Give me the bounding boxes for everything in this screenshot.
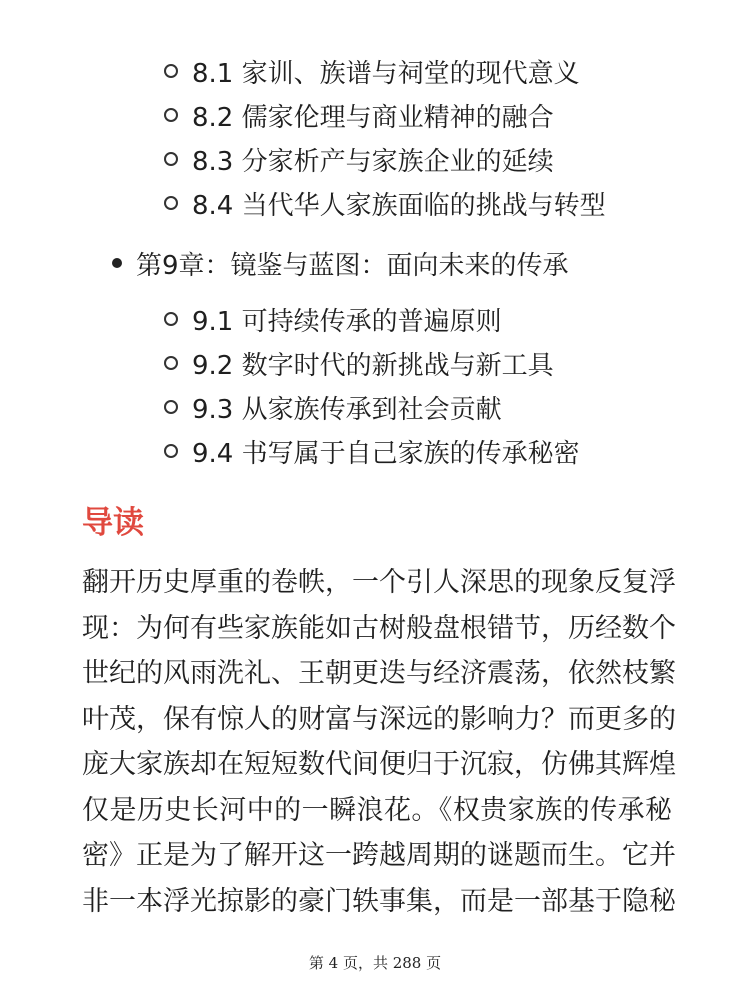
paragraph-line: 叶茂，保有惊人的财富与深远的影响力？而更多的 — [82, 703, 676, 735]
circle-bullet-icon — [164, 312, 178, 326]
toc-item-9-3[interactable] — [164, 387, 502, 427]
toc-item-9-4[interactable] — [164, 431, 580, 471]
toc-item-8-2[interactable] — [164, 95, 554, 135]
circle-bullet-icon — [164, 152, 178, 166]
toc-item-label: 8.2 儒家伦理与商业精神的融合 — [192, 102, 554, 133]
circle-bullet-icon — [164, 108, 178, 122]
toc-item-label: 9.4 书写属于自己家族的传承秘密 — [192, 438, 580, 469]
toc-item-label: 8.1 家训、族谱与祠堂的现代意义 — [192, 58, 580, 89]
circle-bullet-icon — [164, 444, 178, 458]
circle-bullet-icon — [164, 196, 178, 210]
toc-item-9-2[interactable] — [164, 343, 554, 383]
paragraph-line: 世纪的风雨洗礼、王朝更迭与经济震荡，依然枝繁 — [82, 658, 676, 689]
paragraph-line: 庞大家族却在短短数代间便归于沉寂，仿佛其辉煌 — [82, 749, 676, 780]
paragraph-line: 密》正是为了解开这一跨越周期的谜题而生。它并 — [82, 840, 676, 871]
paragraph-line: 仅是历史长河中的一瞬浪花。《权贵家族的传承秘 — [82, 794, 672, 826]
circle-bullet-icon — [164, 64, 178, 78]
chapter-title: 第9章：镜鉴与蓝图：面向未来的传承 — [136, 250, 569, 281]
circle-bullet-icon — [164, 356, 178, 370]
circle-bullet-icon — [164, 400, 178, 414]
toc-item-label: 9.3 从家族传承到社会贡献 — [192, 394, 502, 425]
intro-paragraph — [82, 560, 676, 924]
toc-item-8-1[interactable] — [164, 51, 580, 91]
page-number: 第 4 页，共 288 页 — [308, 954, 442, 972]
toc-item-label: 8.4 当代华人家族面临的挑战与转型 — [192, 190, 606, 221]
toc-item-label: 8.3 分家析产与家族企业的延续 — [192, 146, 554, 177]
toc-item-label: 9.1 可持续传承的普遍原则 — [192, 306, 502, 337]
toc-item-label: 9.2 数字时代的新挑战与新工具 — [192, 350, 554, 381]
toc-item-9-1[interactable] — [164, 299, 502, 339]
paragraph-line: 翻开历史厚重的卷帙，一个引人深思的现象反复浮 — [82, 567, 676, 598]
toc-item-8-4[interactable] — [164, 183, 606, 223]
intro-heading: 导读 — [82, 505, 144, 541]
toc-chapter-9[interactable] — [112, 241, 569, 285]
disc-bullet-icon — [112, 258, 122, 268]
paragraph-line: 非一本浮光掠影的豪门轶事集，而是一部基于隐秘 — [82, 885, 676, 917]
paragraph-line: 现：为何有些家族能如古树般盘根错节，历经数个 — [82, 612, 676, 644]
toc-item-8-3[interactable] — [164, 139, 554, 179]
